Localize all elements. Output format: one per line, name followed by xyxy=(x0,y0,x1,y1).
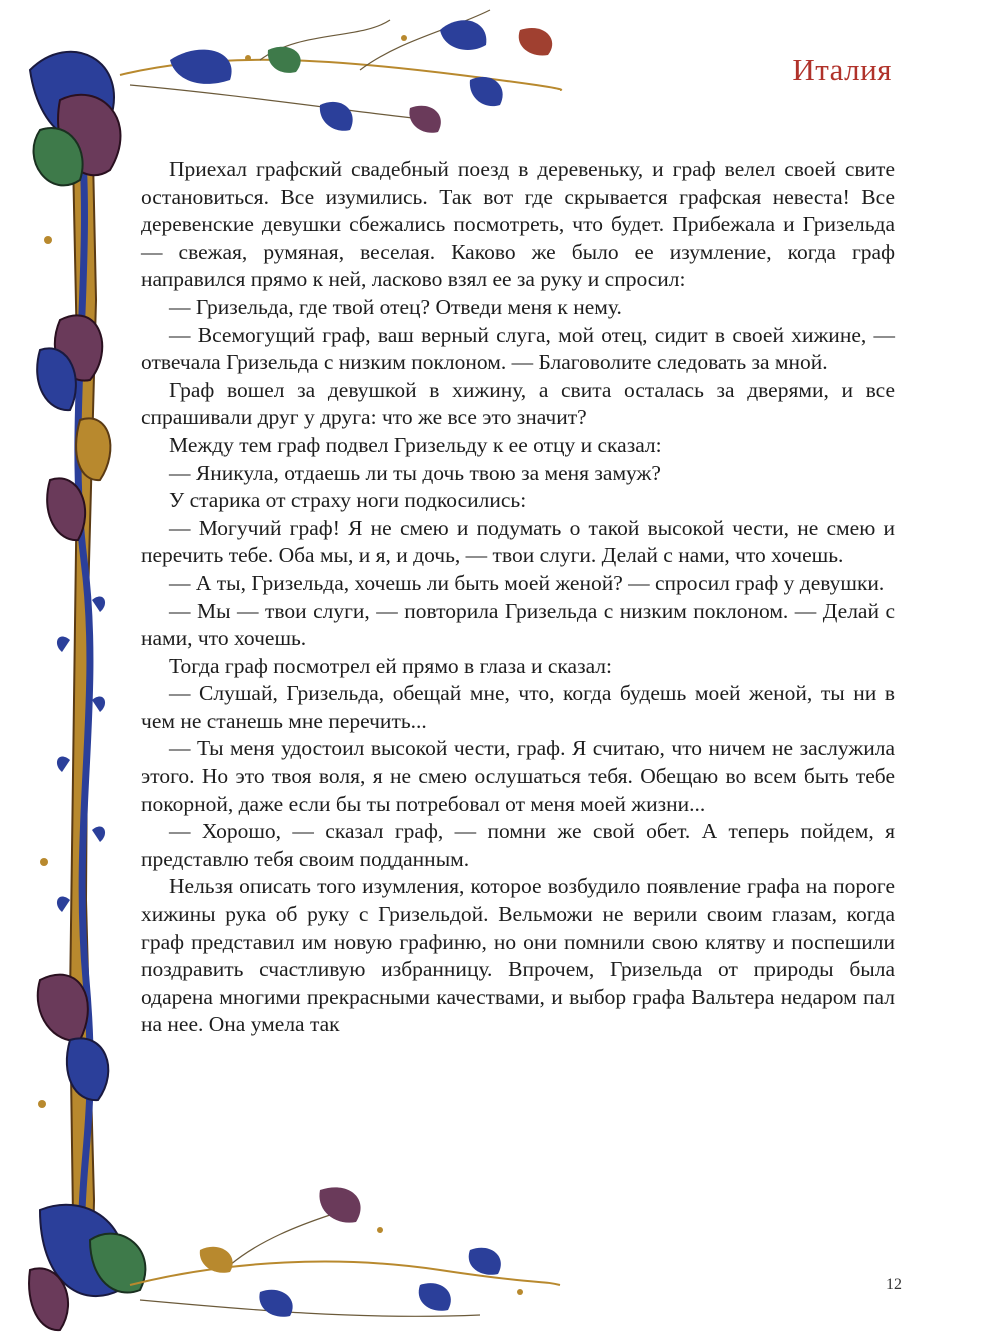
paragraph: — Могучий граф! Я не смею и подумать о такой высокой чести, не смею и перечить тебе. Оба мы, и я, и дочь, — твои слуги. Делай с нами, что хочешь. xyxy=(141,515,895,568)
gold-dot xyxy=(38,1100,46,1108)
flourish-leaf xyxy=(470,77,503,106)
vine-bud xyxy=(92,597,105,612)
paragraph: — Слушай, Гризельда, обещай мне, что, когда будешь моей женой, ты ни в чем не станешь мне перечить... xyxy=(141,681,895,733)
paragraph: — Гризельда, где твой отец? Отведи меня к нему. xyxy=(169,294,622,319)
vine-bud xyxy=(57,637,70,652)
paragraph: — Хорошо, — сказал граф, — помни же свой обет. А теперь пойдем, я представлю тебя своим подданным. xyxy=(141,819,895,871)
flourish-line xyxy=(230,1215,330,1265)
flourish-leaf xyxy=(259,1290,292,1317)
vine-bud xyxy=(57,897,70,912)
flourish-leaf xyxy=(200,1247,233,1273)
flourish-leaf xyxy=(469,1248,501,1275)
flourish-leaf xyxy=(170,50,232,84)
flourish-line xyxy=(130,85,430,120)
vine-bud xyxy=(57,757,70,772)
paragraph: — Мы — твои слуги, — повторила Гризельда с низким поклоном. — Делай с нами, что хочешь. xyxy=(141,598,895,651)
paragraph: У старика от страху ноги подкосились: xyxy=(169,488,527,513)
gold-dot xyxy=(377,1227,383,1233)
paragraph: Между тем граф подвел Гризельду к ее отцу и сказал: xyxy=(169,432,662,457)
leaf-ornament xyxy=(38,975,88,1041)
paragraph: — Всемогущий граф, ваш верный слуга, мой отец, сидит в своей хижине, — отвечала Гризельда с низким поклоном. — Благоволите следовать за мной. xyxy=(141,322,895,375)
gold-dot xyxy=(245,55,251,61)
paragraph: — А ты, Гризельда, хочешь ли быть моей женой? — спросил граф у девушки. xyxy=(169,570,885,595)
flourish-leaf xyxy=(519,28,552,55)
paragraph: — Яникула, отдаешь ли ты дочь твою за меня замуж? xyxy=(169,460,661,485)
gold-dot xyxy=(44,236,52,244)
flourish-leaf xyxy=(409,106,440,133)
paragraph: Граф вошел за девушкой в хижину, а свита осталась за дверями, и все спрашивали друг у друга: что же все это значит? xyxy=(141,377,895,430)
flourish-leaf xyxy=(419,1283,451,1311)
gold-dot xyxy=(517,1289,523,1295)
flourish-leaf xyxy=(268,47,301,73)
body-text xyxy=(141,156,895,1039)
gold-dot xyxy=(40,858,48,866)
vine-bud xyxy=(92,697,105,712)
flourish-leaf xyxy=(440,20,486,50)
flourish-leaf xyxy=(320,102,353,131)
flourish-leaf xyxy=(319,1187,360,1222)
page-number: 12 xyxy=(886,1276,902,1293)
vine-bud xyxy=(92,827,105,842)
section-title: Италия xyxy=(792,52,892,87)
paragraph: Приехал графский свадебный поезд в деревеньку, и граф велел своей свите остановиться. Все изумились. Так вот где скрывается графская невеста! Все деревенские девушки сбежались посмотреть, что будет. Прибежала и Гризельда — свежая, румяная, веселая. Каково же было ее изумление, когда граф направился прямо к ней, ласково взял ее за руку и спросил: xyxy=(141,157,895,292)
paragraph: Нельзя описать того изумления, которое возбудило появление графа на пороге хижины рука об руку с Гризельдой. Вельможи не верили своим глазам, когда граф представил им новую графиню, но они помнили свою клятву и поспешили поздравить счастливую избранницу. Впрочем, Гризельда от природы была одарена многими прекрасными качествами, и выбор графа Вальтера недаром пал на нее. Она умела так xyxy=(141,874,895,1037)
paragraph: — Ты меня удостоил высокой чести, граф. Я считаю, что ничем не заслужила этого. Но это твоя воля, я не смею ослушаться тебя. Обещаю во всем быть тебе покорной, даже если бы ты потребовал от меня моей жизни... xyxy=(141,736,895,816)
gold-dot xyxy=(401,35,407,41)
paragraph: Тогда граф посмотрел ей прямо в глаза и сказал: xyxy=(169,653,612,678)
leaf-ornament xyxy=(76,418,110,480)
